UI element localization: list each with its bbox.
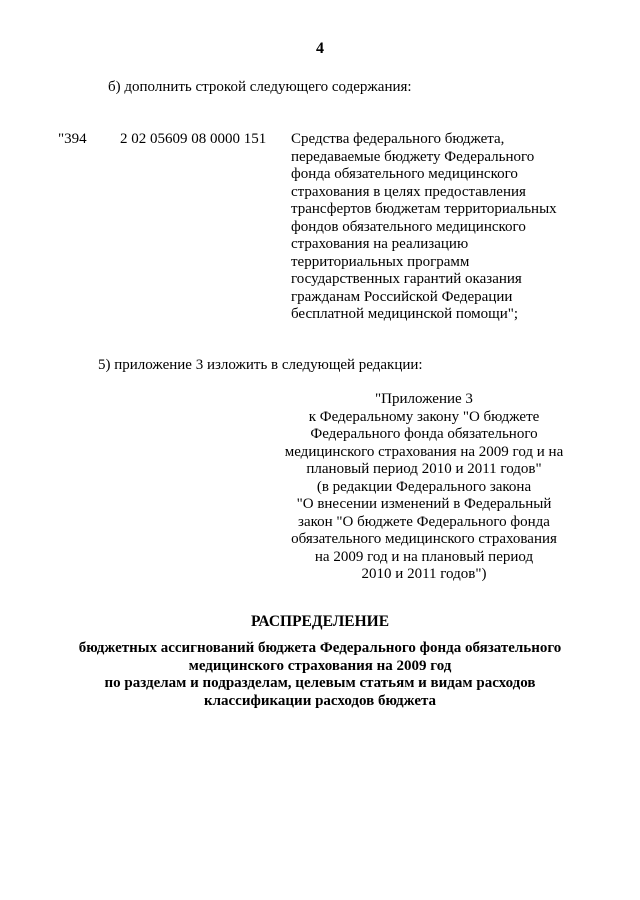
row-description-line: Средства федерального бюджета, [291, 131, 505, 147]
appendix-header-line: Федерального фонда обязательного [310, 426, 538, 442]
row-description-line: государственных гарантий оказания [291, 271, 522, 287]
appendix-header-line: 2010 и 2011 годов") [361, 566, 487, 582]
row-description [291, 131, 581, 324]
row-description-line: страхования на реализацию [291, 236, 469, 252]
appendix-header-line: обязательного медицинского страхования [291, 531, 557, 547]
document-subtitle [40, 640, 600, 710]
row-description-line: передаваемые бюджету Федерального [291, 148, 535, 165]
row-admin-code: "394 [58, 131, 87, 147]
document-title: РАСПРЕДЕЛЕНИЕ [250, 613, 390, 630]
row-description-line: страхования в целях предоставления [291, 183, 526, 200]
appendix-header-line: плановый период 2010 и 2011 годов" [306, 461, 542, 477]
appendix-header [268, 391, 580, 584]
row-description-line: трансфертов бюджетам территориальных [291, 201, 557, 217]
appendix-header-line: "О внесении изменений в Федеральный [296, 496, 552, 512]
appendix-header-line: (в редакции Федерального закона [316, 478, 532, 495]
subtitle-line: медицинского страхования на 2009 год [188, 657, 452, 674]
subtitle-line: бюджетных ассигнований бюджета Федерального фонда обязательного [78, 640, 562, 656]
amendment-item-5: 5) приложение 3 изложить в следующей редакции: [98, 357, 423, 373]
appendix-header-line: к Федеральному закону "О бюджете [308, 408, 540, 425]
row-budget-classification-code: 2 02 05609 08 0000 151 [120, 131, 267, 147]
row-description-line: гражданам Российской Федерации [291, 288, 513, 305]
subtitle-line: классификации расходов бюджета [203, 692, 437, 709]
subtitle-line: по разделам и подразделам, целевым статьям и видам расходов [104, 675, 536, 691]
page-number: 4 [316, 40, 324, 57]
appendix-header-line: медицинского страхования на 2009 год и на [284, 443, 564, 460]
row-description-line: территориальных программ [291, 253, 470, 270]
row-description-line: бесплатной медицинской помощи"; [291, 306, 519, 322]
appendix-header-line: закон "О бюджете Федерального фонда [298, 513, 550, 530]
row-description-line: фонда обязательного медицинского [291, 166, 518, 182]
row-description-line: фондов обязательного медицинского [291, 218, 526, 235]
appendix-header-line: на 2009 год и на плановый период [314, 548, 534, 565]
amendment-item-b: б) дополнить строкой следующего содержания: [108, 79, 412, 95]
appendix-header-line: "Приложение 3 [375, 391, 473, 407]
